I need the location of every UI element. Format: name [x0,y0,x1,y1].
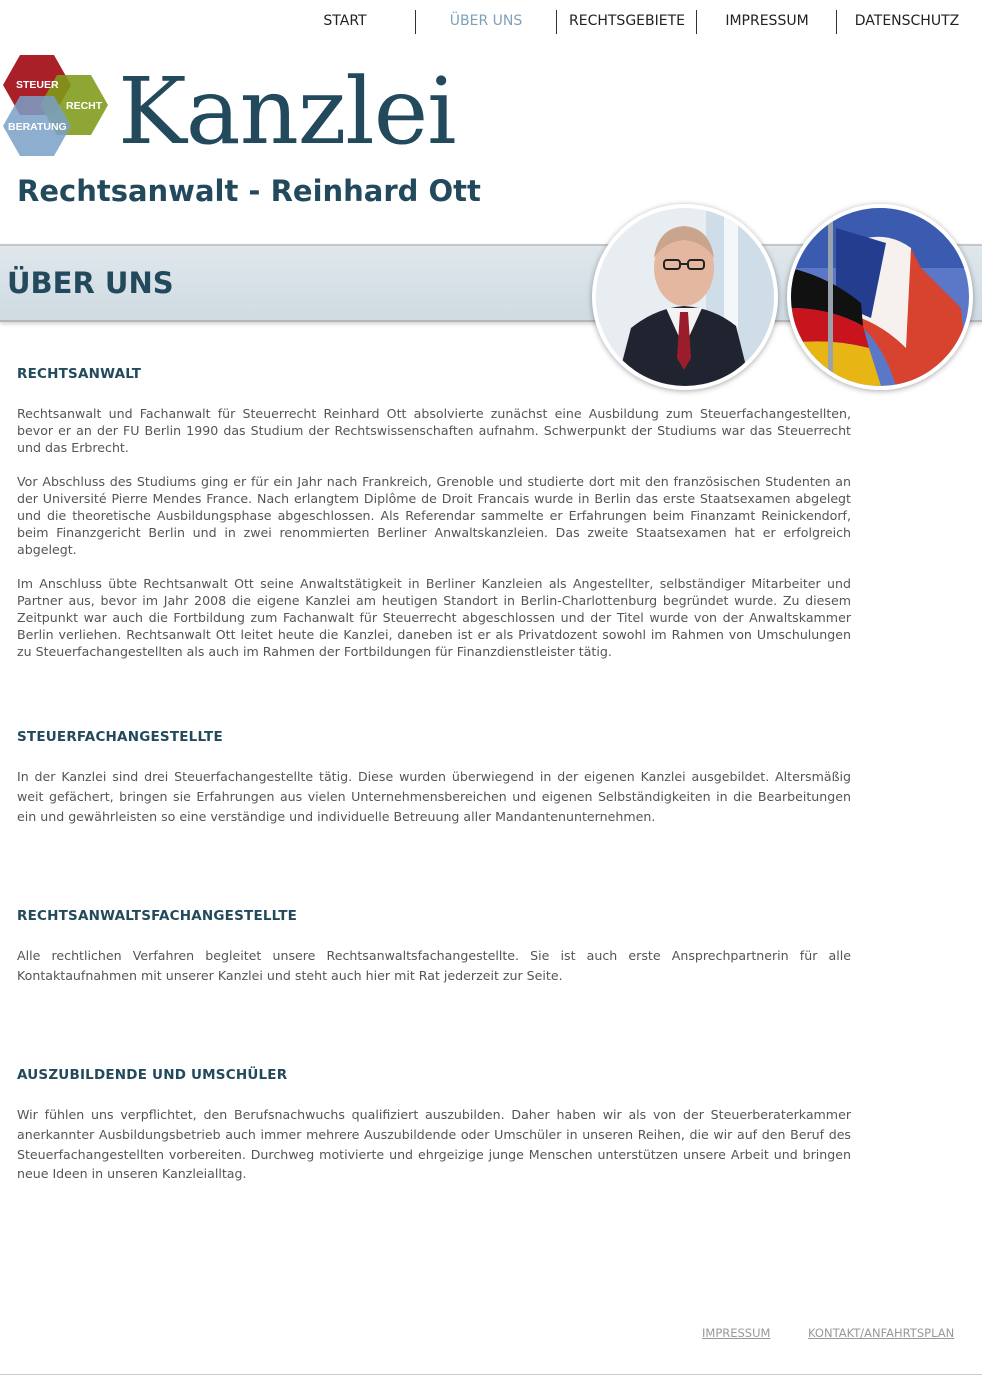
section-paragraph: Im Anschluss übte Rechtsanwalt Ott seine Anwaltstätigkeit in Berliner Kanzleien als Angestellter, selbständiger Mitarbeiter und Partner aus, bevor im Jahr 2008 die eigene Kanzlei am heutigen Standort in Berlin-Charlottenburg begründet wurde. Zu diesem Zeitpunkt war auch die Fortbildung zum Fachanwalt für Steuerrecht abgeschlossen und der Titel wurde von der Anwaltskammer Berlin verliehen. Rechtsanwalt Ott leitet heute die Kanzlei, daneben ist er als Privatdozent sowohl im Rahmen von Umschulungen zu Steuerfachangestellten als auch im Rahmen der Fortbildungen für Finanzdienstleister tätig. [17,576,851,659]
footer-impressum-link[interactable]: IMPRESSUM [702,1326,771,1340]
brand-title: Kanzlei [118,58,456,165]
section-paragraph: Vor Abschluss des Studiums ging er für ein Jahr nach Frankreich, Grenoble und studierte dort mit den französischen Studenten an der Université Pierre Mendes France. Nach erlangtem Diplôme de Droit Francais wurde in Berlin das erste Staatsexamen abgelegt und die theoretische Ausbildungsphase abgeschlossen. Als Referendar sammelte er Erfahrungen beim Finanzamt Reinickendorf, beim Finanzgericht Berlin und in zwei renommierten Berliner Anwaltskanzleien. Das zweite Staatsexamen hat er erfolgreich abgelegt. [17,474,851,557]
section-paragraph: In der Kanzlei sind drei Steuerfachangestellte tätig. Diese wurden überwiegend in der eigenen Kanzlei ausgebildet. Altersmäßig weit gefächert, bringen sie Erfahrungen aus vielen Unternehmensbereichen und eigenen Selbständigkeiten in die Bearbeitungen ein und gewährleisten so eine verständige und individuelle Betreuung aller Mandantenunternehmen. [17,769,851,824]
logo[interactable] [0,52,112,158]
portrait-image-icon [596,208,774,386]
logo-text-recht: RECHT [66,100,103,112]
section-paragraph: Wir fühlen uns verpflichtet, den Berufsnachwuchs qualifiziert auszubilden. Daher haben wir als von der Steuerberaterkammer anerkannter Ausbildungsbetrieb auch immer mehrere Auszubildende oder Umschüler in unseren Reihen, die wir auf den Beruf des Steuerfachangestellten vorbereiten. Durchweg motivierte und ehrgeizige junge Menschen unterstützen unsere Arbeit und bringen neue Ideen in unseren Kanzleialltag. [17,1107,851,1182]
section-heading: RECHTSANWALT [17,366,142,382]
hexagon-logo-icon [0,52,112,158]
footer-kontakt-link[interactable]: KONTAKT/ANFAHRTSPLAN [808,1326,955,1340]
flags-image-icon [791,208,969,386]
nav-ueber-uns[interactable]: ÜBER UNS [449,13,523,29]
section-heading: RECHTSANWALTSFACHANGESTELLTE [17,908,298,924]
section-paragraph: Alle rechtlichen Verfahren begleitet unsere Rechtsanwaltsfachangestellte. Sie ist auch erste Ansprechpartnerin für alle Kontaktaufnahmen mit unserer Kanzlei und steht auch hier mit Rat jederzeit zur Seite. [17,948,851,983]
section-paragraph: Rechtsanwalt und Fachanwalt für Steuerrecht Reinhard Ott absolvierte zunächst eine Ausbildung zum Steuerfachangestellten, bevor er an der FU Berlin 1990 das Studium der Rechtswissenschaften aufnahm. Schwerpunkt der Studiums war das Steuerrecht und das Erbrecht. [17,406,851,455]
nav-datenschutz[interactable]: DATENSCHUTZ [854,13,960,29]
nav-rechtsgebiete[interactable]: RECHTSGEBIETE [569,13,685,29]
main-nav [275,0,982,40]
section-steuerfachangestellte [17,729,851,826]
section-rechtsanwaltsfachangestellte [17,908,851,986]
section-auszubildende [17,1067,851,1184]
page-title: ÜBER UNS [7,266,174,300]
footer-divider [0,1374,982,1375]
logo-text-steuer: STEUER [16,79,59,91]
section-heading: AUSZUBILDENDE UND UMSCHÜLER [17,1067,288,1083]
nav-start[interactable]: START [323,13,367,29]
portrait-photo [592,204,778,390]
flags-photo [787,204,973,390]
section-heading: STEUERFACHANGESTELLTE [17,729,223,745]
nav-impressum[interactable]: IMPRESSUM [725,13,809,29]
section-rechtsanwalt [17,366,851,660]
site-subtitle: Rechtsanwalt - Reinhard Ott [17,174,481,208]
logo-text-beratung: BERATUNG [8,121,67,133]
